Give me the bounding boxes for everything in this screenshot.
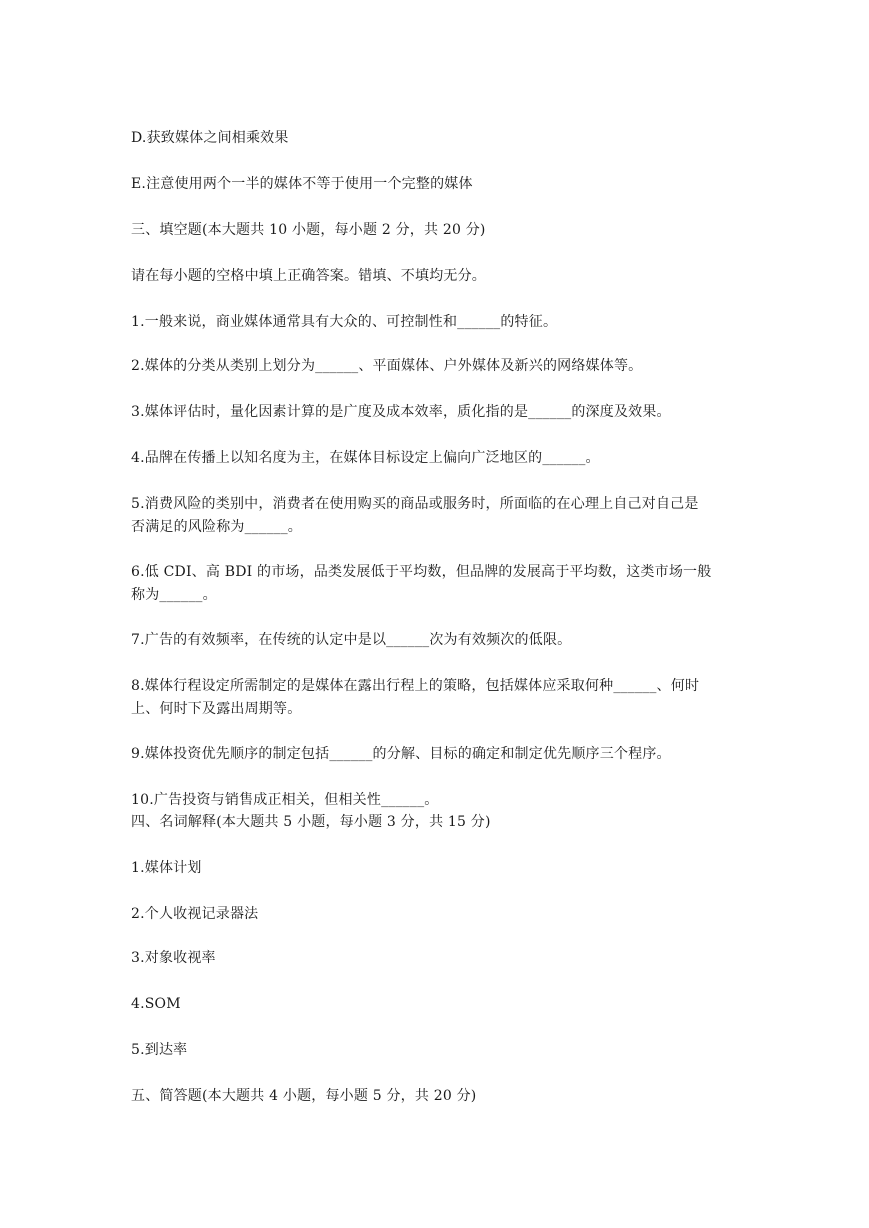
- term-4: 4.SOM: [131, 996, 181, 1012]
- fill-question-5-line-1: 5.消费风险的类别中，消费者在使用购买的商品或服务时，所面临的在心理上自己对自己是: [131, 496, 699, 512]
- fill-question-8-line-1: 8.媒体行程设定所需制定的是媒体在露出行程上的策略，包括媒体应采取何种______、何时: [131, 678, 700, 694]
- section-3-heading: 三、填空题(本大题共 10 小题，每小题 2 分，共 20 分): [131, 222, 486, 238]
- section-5-heading: 五、简答题(本大题共 4 小题，每小题 5 分，共 20 分): [131, 1088, 477, 1104]
- fill-question-8-line-2: 上、何时下及露出周期等。: [131, 701, 302, 717]
- section-3-instruction: 请在每小题的空格中填上正确答案。错填、不填均无分。: [131, 268, 486, 284]
- fill-question-6-line-1: 6.低 CDI、高 BDI 的市场，品类发展低于平均数，但品牌的发展高于平均数，这类市场一般: [131, 564, 712, 580]
- fill-question-7: 7.广告的有效频率，在传统的认定中是以______次为有效频次的低限。: [131, 632, 572, 648]
- fill-question-3: 3.媒体评估时，量化因素计算的是广度及成本效率，质化指的是______的深度及效果。: [131, 404, 671, 420]
- fill-question-10: 10.广告投资与销售成正相关，但相关性______。: [131, 792, 439, 808]
- fill-question-5-line-2: 否满足的风险称为______。: [131, 519, 302, 535]
- fill-question-6-line-2: 称为______。: [131, 587, 217, 603]
- term-5: 5.到达率: [131, 1042, 188, 1058]
- fill-question-4: 4.品牌在传播上以知名度为主，在媒体目标设定上偏向广泛地区的______。: [131, 450, 600, 466]
- term-3: 3.对象收视率: [131, 950, 216, 966]
- section-4-heading: 四、名词解释(本大题共 5 小题，每小题 3 分，共 15 分): [131, 814, 491, 830]
- fill-question-9: 9.媒体投资优先顺序的制定包括______的分解、目标的确定和制定优先顺序三个程序。: [131, 746, 671, 762]
- fill-question-2: 2.媒体的分类从类别上划分为______、平面媒体、户外媒体及新兴的网络媒体等。: [131, 358, 643, 374]
- option-e: E.注意使用两个一半的媒体不等于使用一个完整的媒体: [131, 176, 473, 192]
- term-1: 1.媒体计划: [131, 860, 202, 876]
- term-2: 2.个人收视记录器法: [131, 906, 259, 922]
- fill-question-1: 1.一般来说，商业媒体通常具有大众的、可控制性和______的特征。: [131, 314, 558, 330]
- option-d: D.获致媒体之间相乘效果: [131, 130, 289, 146]
